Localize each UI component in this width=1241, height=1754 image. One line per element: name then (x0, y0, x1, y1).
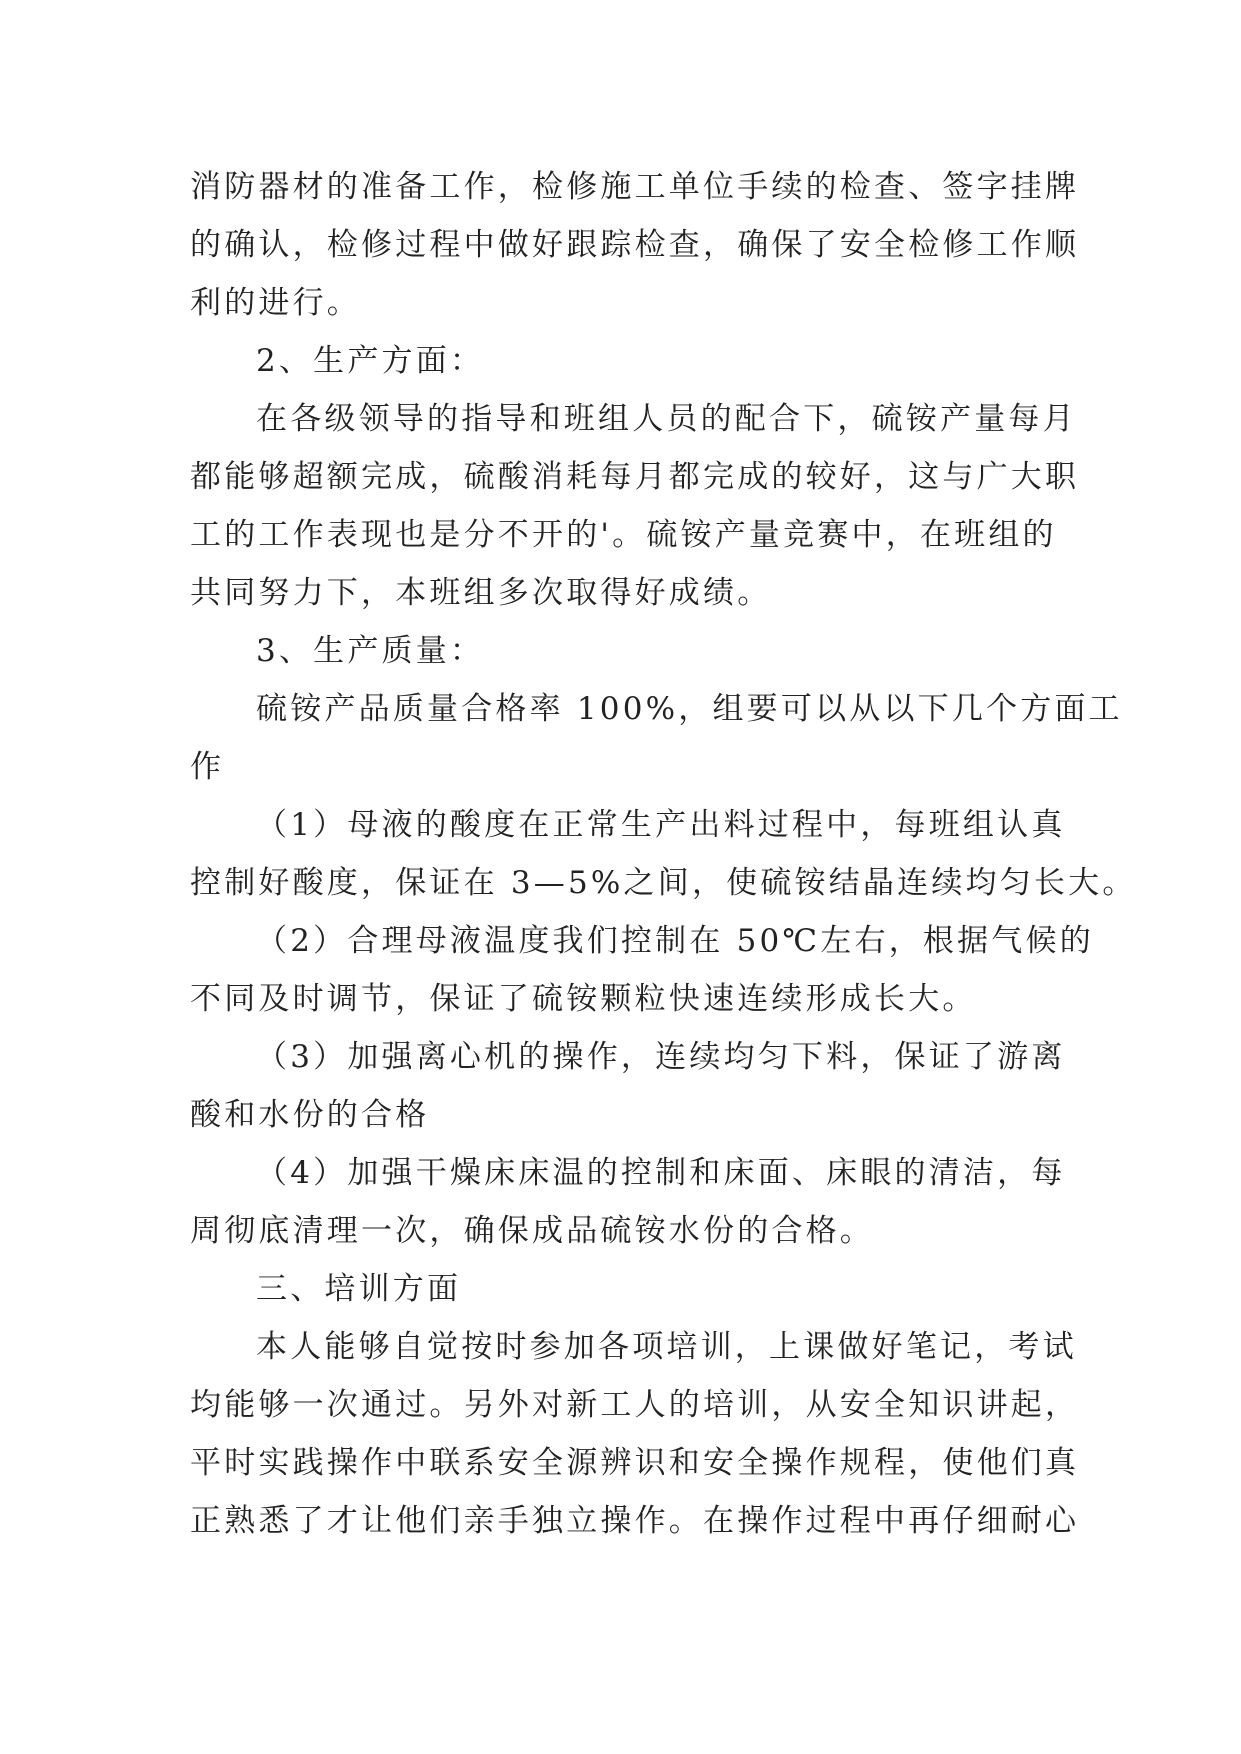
text-line: 共同努力下，本班组多次取得好成绩。 (190, 575, 772, 611)
text-line: 不同及时调节，保证了硫铵颗粒快速连续形成长大。 (190, 981, 977, 1017)
text-line: 在各级领导的指导和班组人员的配合下，硫铵产量每月 (256, 401, 1077, 437)
text-line: 作 (190, 749, 225, 785)
text-line: 都能够超额完成，硫酸消耗每月都完成的较好，这与广大职 (190, 459, 1080, 495)
text-line: 的确认，检修过程中做好跟踪检查，确保了安全检修工作顺 (190, 227, 1080, 263)
list-item: （2）合理母液温度我们控制在 50℃左右，根据气候的 (256, 923, 1094, 959)
body-text (190, 158, 1137, 1550)
text-line: 本人能够自觉按时参加各项培训，上课做好笔记，考试 (256, 1329, 1077, 1365)
section-heading: 2、生产方面： (256, 343, 485, 379)
text-line: 利的进行。 (190, 285, 361, 321)
section-heading: 3、生产质量： (256, 633, 485, 669)
list-item: （4）加强干燥床床温的控制和床面、床眼的清洁，每 (256, 1155, 1066, 1191)
text-line: 消防器材的准备工作，检修施工单位手续的检查、签字挂牌 (190, 169, 1080, 205)
text-line: 工的工作表现也是分不开的'。硫铵产量竞赛中，在班组的 (190, 517, 1057, 553)
text-line: 正熟悉了才让他们亲手独立操作。在操作过程中再仔细耐心 (190, 1503, 1080, 1539)
list-item: （3）加强离心机的操作，连续均匀下料，保证了游离 (256, 1039, 1066, 1075)
text-line: 均能够一次通过。另外对新工人的培训，从安全知识讲起， (190, 1387, 1080, 1423)
section-heading: 三、培训方面 (256, 1271, 462, 1307)
text-line: 平时实践操作中联系安全源辨识和安全操作规程，使他们真 (190, 1445, 1080, 1481)
list-item: （1）母液的酸度在正常生产出料过程中，每班组认真 (256, 807, 1066, 843)
text-line: 周彻底清理一次，确保成品硫铵水份的合格。 (190, 1213, 874, 1249)
text-line: 控制好酸度，保证在 3—5%之间，使硫铵结晶连续均匀长大。 (190, 865, 1137, 901)
text-line: 硫铵产品质量合格率 100%，组要可以从以下几个方面工 (256, 691, 1123, 727)
text-line: 酸和水份的合格 (190, 1097, 430, 1133)
